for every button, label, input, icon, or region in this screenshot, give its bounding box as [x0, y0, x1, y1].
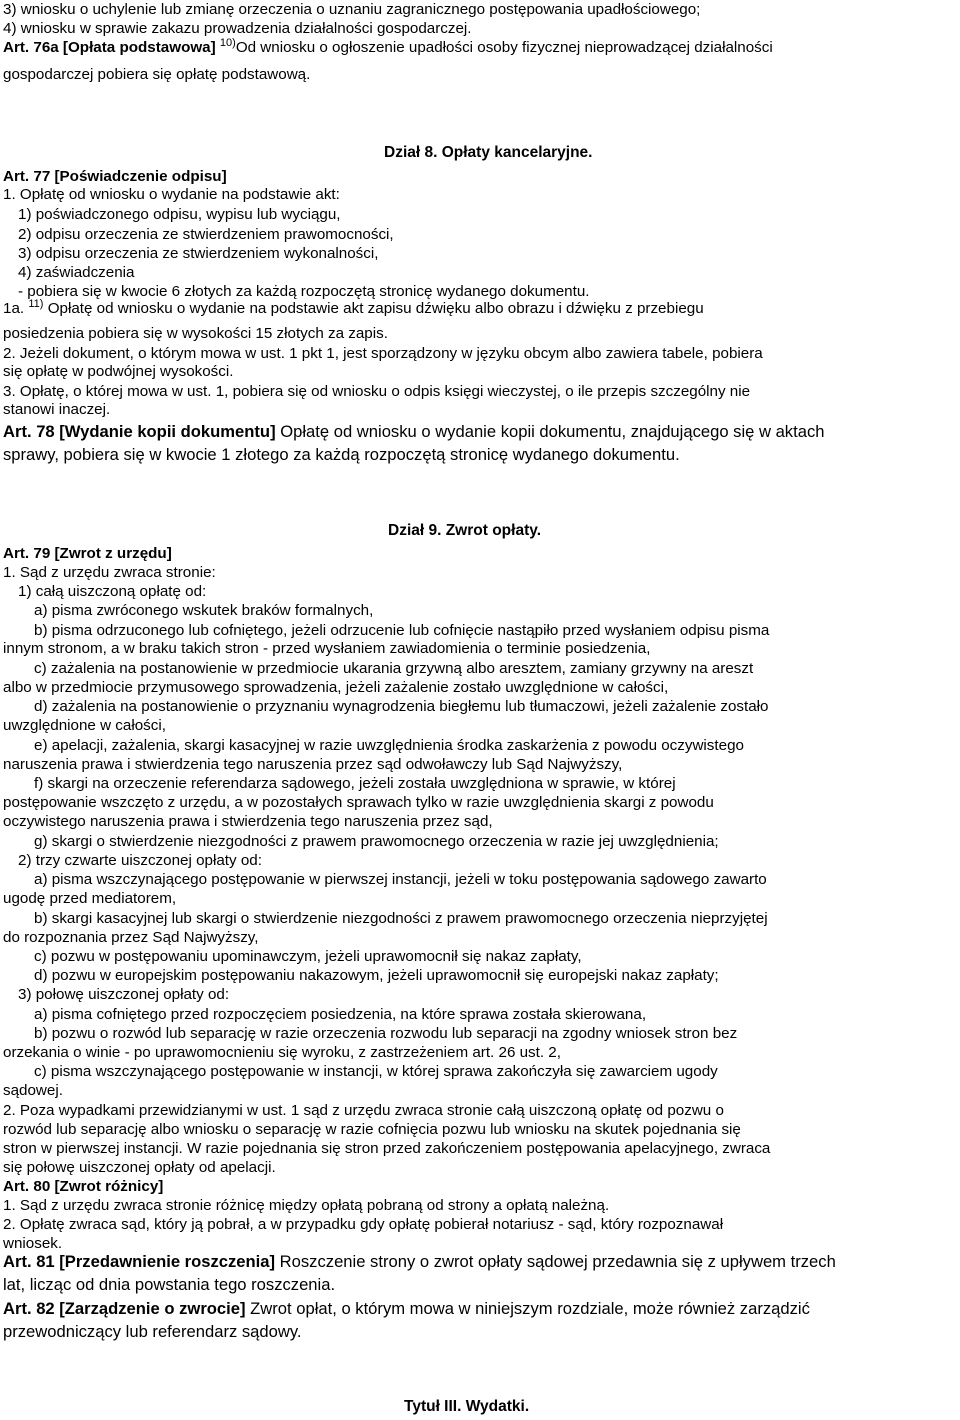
text-line: innym stronom, a w braku takich stron - przed wysłaniem zawiadomienia o terminie posiedzenia,: [3, 640, 651, 657]
art-82-text: Zwrot opłat, o którym mowa w niniejszym rozdziale, może również zarządzić: [250, 1299, 810, 1318]
text-line: stron w pierwszej instancji. W razie pojednania się stron przed zakończeniem postępowania apelacyjnego, zwraca: [3, 1140, 771, 1157]
text-line: orzekania o winie - po uprawomocnieniu się wyroku, z zastrzeżeniem art. 26 ust. 2,: [3, 1044, 561, 1061]
text-line: naruszenia prawa i stwierdzenia tego naruszenia przez sąd odwoławczy lub Sąd Najwyższy,: [3, 756, 623, 773]
art-81-text: Roszczenie strony o zwrot opłaty sądowej przedawnia się z upływem trzech: [279, 1252, 836, 1271]
art-81-line: [3, 1251, 836, 1273]
para-number: 1a.: [3, 300, 25, 317]
text-line: 2. Poza wypadkami przewidzianymi w ust. 1 sąd z urzędu zwraca stronie całą uiszczoną opłatę od pozwu o: [3, 1102, 724, 1119]
art-78-heading: Art. 78 [Wydanie kopii dokumentu]: [3, 422, 276, 441]
art-81-heading: Art. 81 [Przedawnienie roszczenia]: [3, 1252, 276, 1271]
list-item: 2) trzy czwarte uiszczonej opłaty od:: [18, 852, 262, 869]
list-item: d) zażalenia na postanowienie o przyznaniu wynagrodzenia biegłemu lub tłumaczowi, jeżeli zażalenie zostało: [34, 698, 769, 715]
list-item: 1) całą uiszczoną opłatę od:: [18, 583, 207, 600]
list-item: b) pozwu o rozwód lub separację w razie orzeczenia rozwodu lub separacji na zgodny wniosek stron bez: [34, 1025, 738, 1042]
text-line: ugodę przed mediatorem,: [3, 890, 177, 907]
text-line: do rozpoznania przez Sąd Najwyższy,: [3, 929, 259, 946]
section-title: Dział 8. Opłaty kancelaryjne.: [384, 144, 593, 161]
list-item: a) pisma cofniętego przed rozpoczęciem posiedzenia, na które sprawa została skierowana,: [34, 1006, 647, 1023]
text-line: postępowanie wszczęto z urzędu, a w pozostałych sprawach tylko w razie uwzględnienia skargi z powodu: [3, 794, 714, 811]
list-item: d) pozwu w europejskim postępowaniu nakazowym, jeżeli uprawomocnił się europejski nakaz zapłaty;: [34, 967, 719, 984]
footnote-ref: 10): [219, 36, 236, 49]
title-heading: Tytuł III. Wydatki.: [404, 1398, 530, 1415]
text-line: 3) wniosku o uchylenie lub zmianę orzeczenia o uznaniu zagranicznego postępowania upadłościowego;: [3, 1, 701, 18]
list-item: c) zażalenia na postanowienie w przedmiocie ukarania grzywną albo aresztem, zamiany grzywny na areszt: [34, 660, 754, 677]
art-78-line: [3, 421, 824, 443]
art-77-heading: Art. 77 [Poświadczenie odpisu]: [3, 168, 227, 185]
text-line: sądowej.: [3, 1082, 63, 1099]
art-78-text: Opłatę od wniosku o wydanie kopii dokumentu, znajdującego się w aktach: [280, 422, 825, 441]
list-item: b) skargi kasacyjnej lub skargi o stwierdzenie niezgodności z prawem prawomocnego orzeczenia nieprzyjętej: [34, 910, 768, 927]
art-79-heading: Art. 79 [Zwrot z urzędu]: [3, 545, 172, 562]
list-item: 3) połowę uiszczonej opłaty od:: [18, 986, 230, 1003]
list-item: f) skargi na orzeczenie referendarza sądowego, jeżeli została uwzględniona w sprawie, w której: [34, 775, 676, 792]
text-line: 4) wniosku w sprawie zakazu prowadzenia działalności gospodarczej.: [3, 20, 472, 37]
section-title: Dział 9. Zwrot opłaty.: [388, 522, 542, 539]
text-line: gospodarczej pobiera się opłatę podstawową.: [3, 66, 311, 83]
para-text: Opłatę od wniosku o wydanie na podstawie akt zapisu dźwięku albo obrazu i dźwięku z przebiegu: [47, 300, 704, 317]
list-item: a) pisma zwróconego wskutek braków formalnych,: [34, 602, 374, 619]
text-line: wniosek.: [3, 1235, 63, 1252]
text-line: posiedzenia pobiera się w wysokości 15 złotych za zapis.: [3, 325, 388, 342]
art-76a-heading: Art. 76a [Opłata podstawowa]: [3, 39, 216, 56]
art-82-line: [3, 1298, 810, 1320]
list-item: 3) odpisu orzeczenia ze stwierdzeniem wykonalności,: [18, 245, 379, 262]
art-76a-text: Od wniosku o ogłoszenie upadłości osoby fizycznej nieprowadzącej działalności: [235, 39, 773, 56]
list-item: b) pisma odrzuconego lub cofniętego, jeżeli odrzucenie lub cofnięcie nastąpiło przed wysłaniem odpisu pisma: [34, 622, 770, 639]
text-line: 3. Opłatę, o której mowa w ust. 1, pobiera się od wniosku o odpis księgi wieczystej, o ile przepis szczególny nie: [3, 383, 751, 400]
list-item: g) skargi o stwierdzenie niezgodności z prawem prawomocnego orzeczenia w razie jej uwzględnienia;: [34, 833, 719, 850]
text-line: uwzględnione w całości,: [3, 717, 166, 734]
art-80-heading: Art. 80 [Zwrot różnicy]: [3, 1178, 164, 1195]
text-line: przewodniczący lub referendarz sądowy.: [3, 1322, 302, 1341]
para-1a-line: [3, 297, 704, 317]
text-line: się opłatę w podwójnej wysokości.: [3, 363, 234, 380]
text-line: - pobiera się w kwocie 6 złotych za każdą rozpoczętą stronicę wydanego dokumentu.: [18, 283, 590, 300]
text-line: rozwód lub separację albo wniosku o separację w razie cofnięcia pozwu lub wniosku na skutek pojednania się: [3, 1121, 741, 1138]
art-82-heading: Art. 82 [Zarządzenie o zwrocie]: [3, 1299, 246, 1318]
list-item: 1) poświadczonego odpisu, wypisu lub wyciągu,: [18, 206, 341, 223]
text-line: się połowę uiszczonej opłaty od apelacji.: [3, 1159, 276, 1176]
text-line: lat, licząc od dnia powstania tego roszczenia.: [3, 1275, 336, 1294]
list-item: c) pozwu w postępowaniu upominawczym, jeżeli uprawomocnił się nakaz zapłaty,: [34, 948, 582, 965]
list-item: 2) odpisu orzeczenia ze stwierdzeniem prawomocności,: [18, 226, 394, 243]
art-76a-line: [3, 36, 773, 56]
list-item: a) pisma wszczynającego postępowanie w pierwszej instancji, jeżeli w toku postępowania sądowego zawarto: [34, 871, 767, 888]
list-item: 4) zaświadczenia: [18, 264, 135, 281]
footnote-ref: 11): [28, 297, 44, 310]
list-item: e) apelacji, zażalenia, skargi kasacyjnej w razie uwzględnienia środka zaskarżenia z powodu oczywistego: [34, 737, 744, 754]
list-item: c) pisma wszczynającego postępowanie w instancji, w której sprawa zakończyła się zawarciem ugody: [34, 1063, 718, 1080]
text-line: albo w przedmiocie przymusowego sprowadzenia, jeżeli zażalenie zostało uwzględnione w całości,: [3, 679, 669, 696]
text-line: 2. Opłatę zwraca sąd, który ją pobrał, a w przypadku gdy opłatę pobierał notariusz - sąd, który rozpoznawał: [3, 1216, 724, 1233]
text-line: stanowi inaczej.: [3, 401, 111, 418]
text-line: 1. Sąd z urzędu zwraca stronie:: [3, 564, 216, 581]
text-line: sprawy, pobiera się w kwocie 1 złotego za każdą rozpoczętą stronicę wydanego dokumentu.: [3, 445, 680, 464]
text-line: 2. Jeżeli dokument, o którym mowa w ust. 1 pkt 1, jest sporządzony w języku obcym albo zawiera tabele, pobiera: [3, 345, 763, 362]
text-line: 1. Opłatę od wniosku o wydanie na podstawie akt:: [3, 186, 340, 203]
text-line: 1. Sąd z urzędu zwraca stronie różnicę między opłatą pobraną od strony a opłatą należną.: [3, 1197, 610, 1214]
text-line: oczywistego naruszenia prawa i stwierdzenia tego naruszenia przez sąd,: [3, 813, 493, 830]
